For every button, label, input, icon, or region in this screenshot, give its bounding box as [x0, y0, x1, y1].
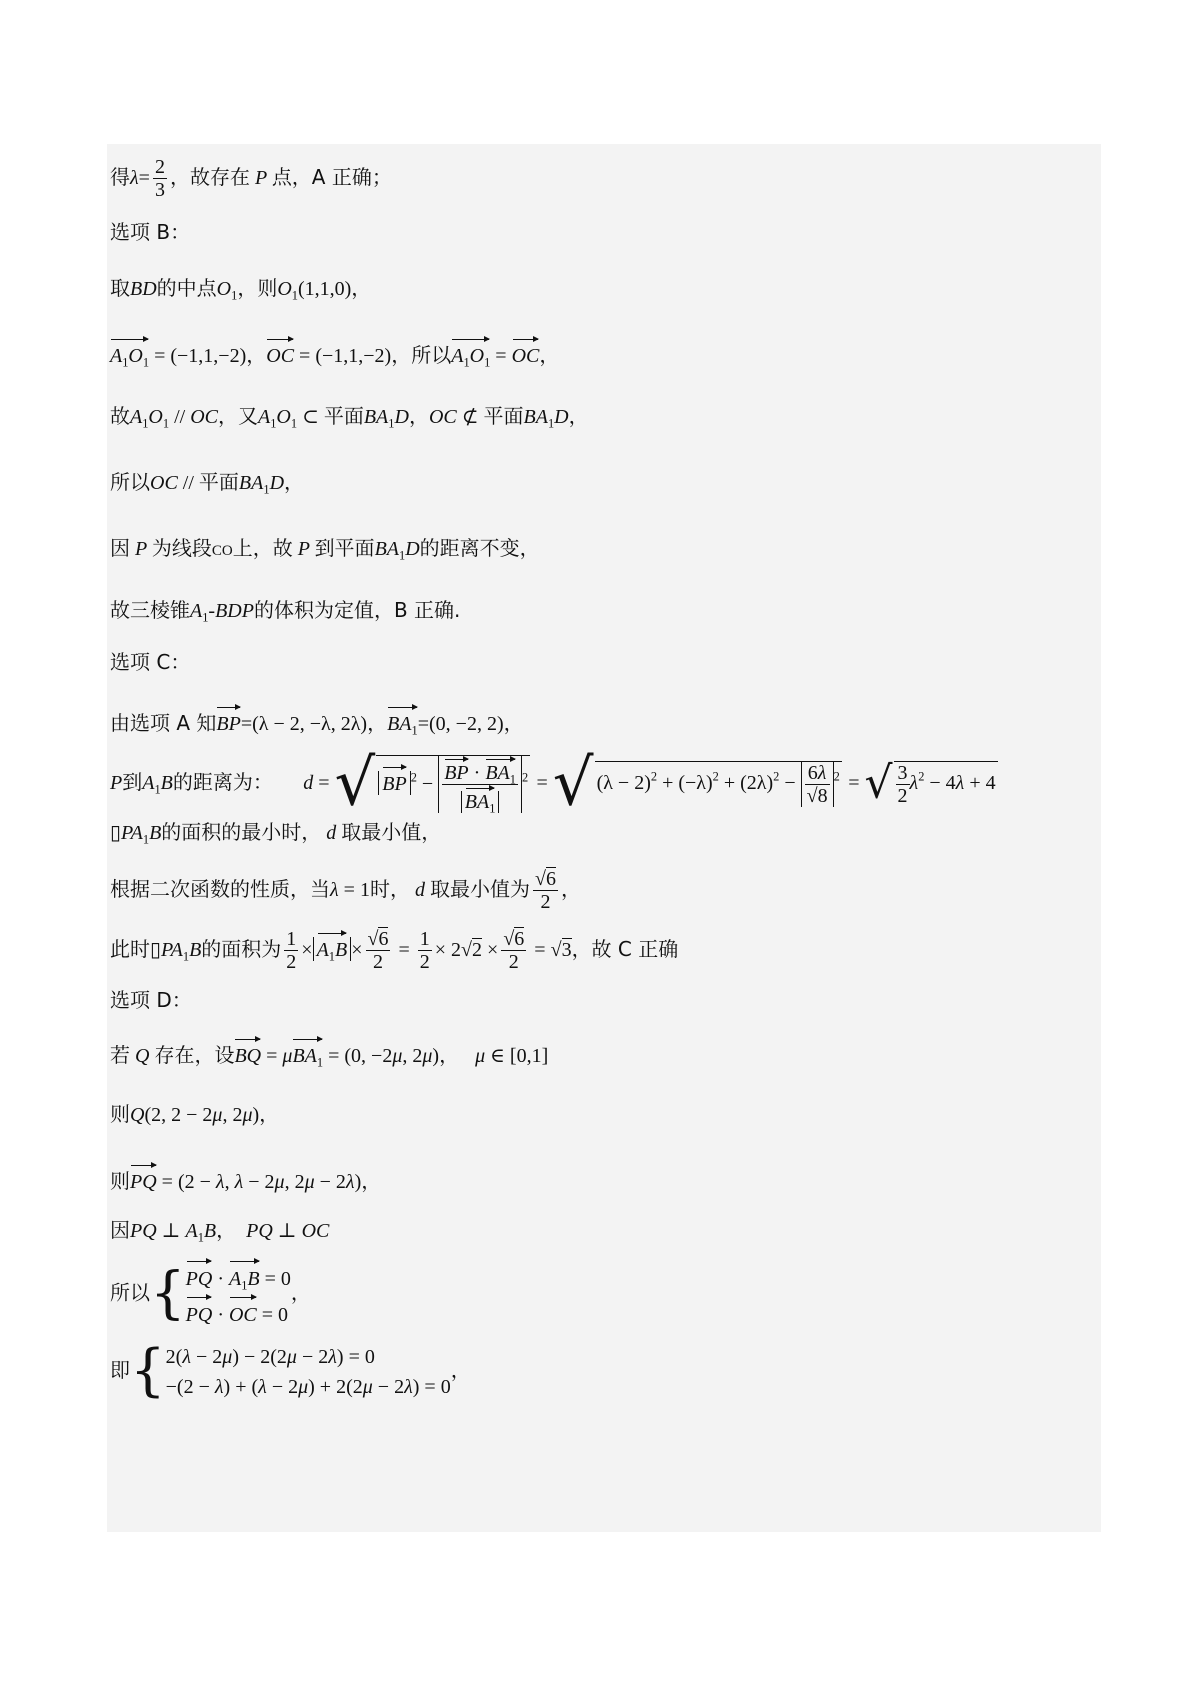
- option-c-heading: 选项 C：: [110, 650, 191, 674]
- line-area-value: 此时$▯PA_1B$的面积为 $\frac{1}{2}$ × $A_1B$ × $\frac{√6}{2}$ = $\frac{1}{2}$ × 2√2 × $\frac{√6}{2}$ = √3，故 C 正确: [110, 928, 679, 973]
- line-oc-parallel-plane: 所以OC // 平面$BA_1D$，: [110, 470, 305, 497]
- line-distance-formula: P到$A_1B$的距离为： d = √ BP $^2$ − $\frac{BP \cdot BA_1}{BA_1}$ $^2$ = √ $(\lambda - 2)^2 + (-\lambda)^2 + (2\lambda)^2$ − $\frac{6\lambda}{√8}$ $^2$ = √ $\frac{3}{2}$ $\lambda^2 - 4\lambda + 4$: [110, 746, 996, 821]
- line-area-minimum: $▯PA_1B$的面积的最小时， d 取最小值，: [110, 820, 442, 847]
- line-bp-vector: 由选项 A 知BP=(λ − 2, −λ, 2λ)，$BA_1=(0$, −2, 2)，: [110, 704, 524, 738]
- line-pq-vector: 则PQ = (2 − λ, λ − 2μ, 2μ − 2λ)，: [110, 1162, 381, 1196]
- line-quadratic-min: 根据二次函数的性质，当λ = 1时， d 取最小值为 $\frac{√6}{2}$ ，: [110, 868, 581, 913]
- line-parallel: 故$A_1O_1$ // OC，又$A_1O_1$ ⊂ 平面$BA_1D$，OC ⊄ 平面$BA_1D$，: [110, 404, 589, 431]
- line-midpoint: 取BD的中点$O_1$，则$O_1(1,1,0)$，: [110, 276, 372, 303]
- option-d-heading: 选项 D：: [110, 988, 192, 1012]
- line-bq-vector: 若 Q 存在，设BQ = μBA$_1$ = (0, −2μ, 2μ)， μ ∈ [0,1]: [110, 1036, 548, 1070]
- line-perpendicular: 因PQ ⊥ $A_1B$， PQ ⊥ OC: [110, 1218, 330, 1245]
- line-distance-constant: 因 P 为线段CO上，故 P 到平面$BA_1D$的距离不变，: [110, 536, 540, 563]
- option-b-heading: 选项 B：: [110, 220, 191, 244]
- line-q-coords: 则Q(2, 2 − 2μ, 2μ)，: [110, 1102, 280, 1126]
- line-lambda-result: 得λ= $\frac{2}{3}$ ，故存在 P 点，A 正确；: [110, 156, 392, 201]
- line-equation-system: 即{ 2(λ − 2μ) − 2(2μ − 2λ) = 0 −(2 − λ) + (λ − 2μ) + 2(2μ − 2λ) = 0 ，: [110, 1338, 471, 1404]
- line-volume-constant: 故三棱锥$A_1$-BDP的体积为定值，B 正确.: [110, 598, 461, 625]
- line-dot-system: 所以{ PQ · $A_1B = 0$ PQ · OC = 0 ，: [110, 1258, 311, 1330]
- line-vector-equal: $A_1O_1 = (-1,1,-2)$，OC = (−1,1,−2)，所以$A_1O_1$ = OC，: [110, 336, 559, 370]
